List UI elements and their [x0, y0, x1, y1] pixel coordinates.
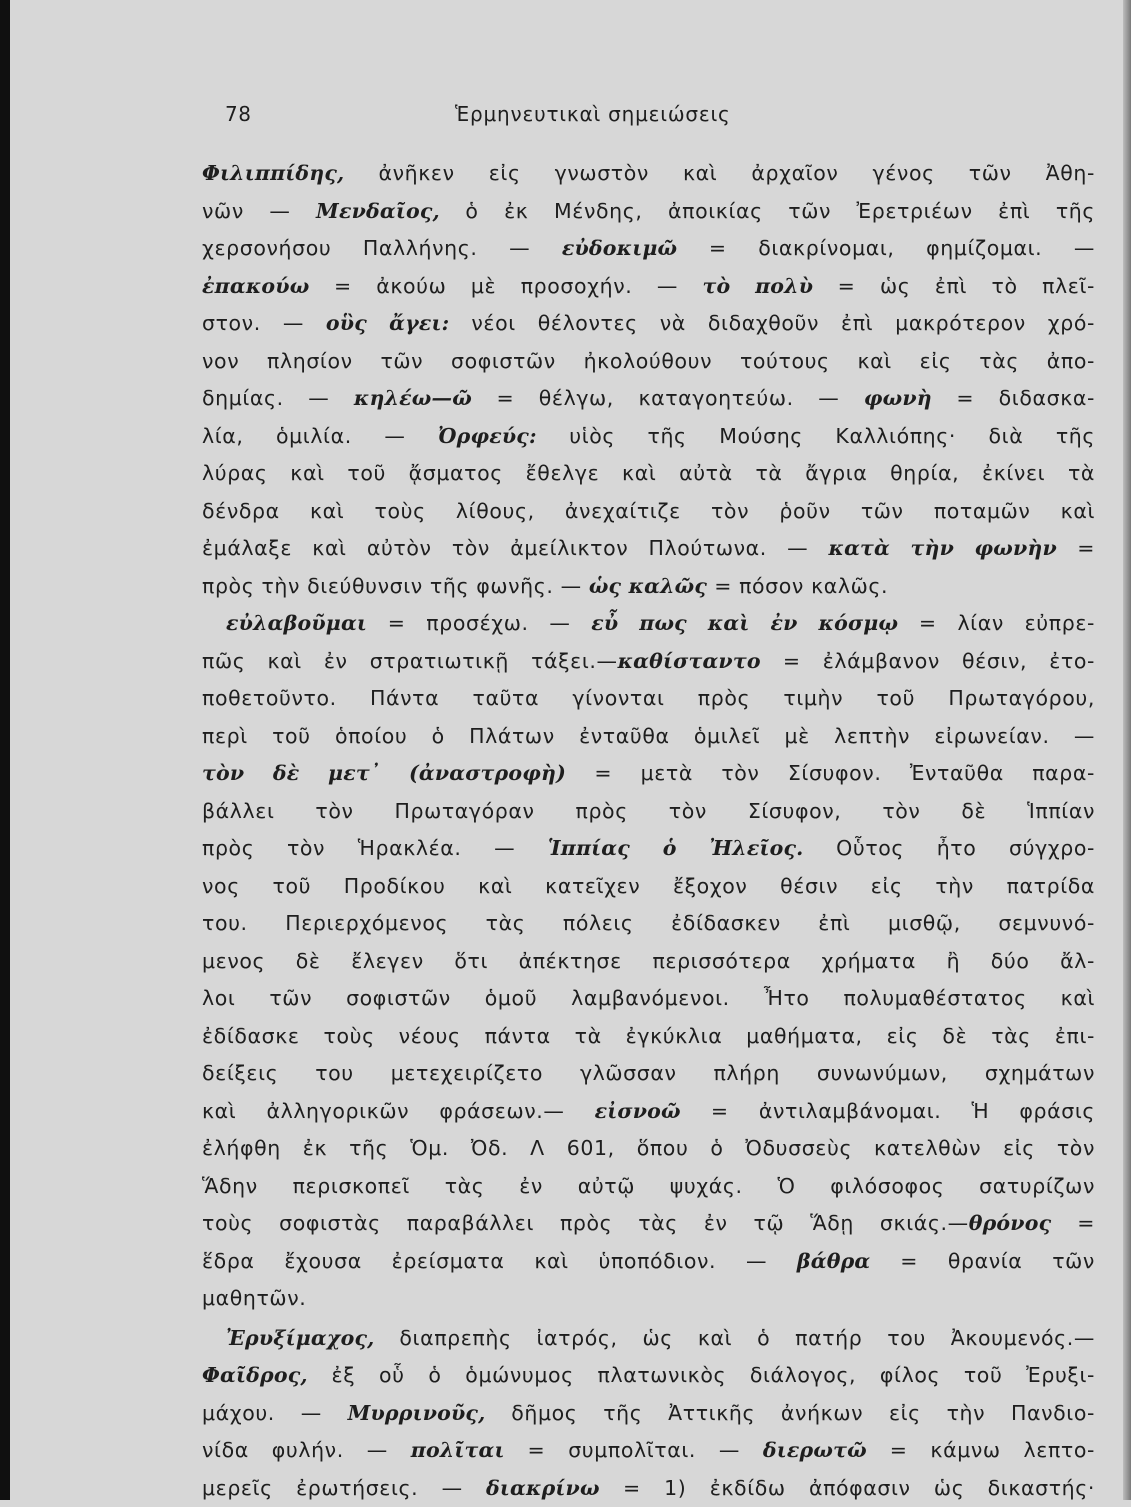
text-line [202, 868, 1095, 906]
gloss-text: = συμπολῖται. — [505, 1438, 763, 1462]
text-line [202, 755, 1095, 793]
paragraph [202, 155, 1095, 1318]
gloss-text: δένδρα καὶ τοὺς λίθους, ἀνεχαίτιζε τὸν ῥοῦν τῶν ποταμῶν καὶ [202, 499, 1095, 523]
text-line [202, 380, 1095, 418]
gloss-text: = [1057, 536, 1095, 560]
text-line [202, 1130, 1095, 1168]
gloss-text: Ἅδην περισκοπεῖ τὰς ἐν αὐτῷ ψυχάς. Ὁ φιλόσοφος σατυρίζων [202, 1174, 1095, 1198]
gloss-text: = διδασκα- [932, 386, 1095, 410]
gloss-text: μενος δὲ ἔλεγεν ὅτι ἀπέκτησε περισσότερα χρήματα ἢ δύο ἄλ- [202, 949, 1095, 973]
lemma-term: οὓς ἄγει: [326, 311, 449, 335]
text-line [202, 230, 1095, 268]
gloss-text: ὁ ἐκ Μένδης, ἀποικίας τῶν Ἐρετριέων ἐπὶ τῆς [440, 199, 1095, 223]
lemma-term: εὖ πως καὶ ἐν κόσμῳ [591, 611, 898, 635]
gloss-text: = ἀντιλαμβάνομαι. Ἡ φράσις [681, 1099, 1095, 1123]
gloss-text: = κάμνω λεπτο- [867, 1438, 1095, 1462]
lemma-term: βάθρα [797, 1249, 870, 1273]
gloss-text: καὶ ἀλληγορικῶν φράσεων.— [202, 1099, 595, 1123]
text-line [202, 1395, 1095, 1433]
page-number: 78 [225, 102, 251, 126]
text-line [202, 1205, 1095, 1243]
lemma-term: Μενδαῖος, [316, 199, 440, 223]
gloss-text: Οὗτος ἦτο σύγχρο- [804, 836, 1095, 860]
text-line [202, 305, 1095, 343]
text-line [202, 418, 1095, 456]
text-line [202, 980, 1095, 1018]
gloss-text: μαθητῶν. [202, 1286, 306, 1310]
lemma-term: κατὰ τὴν φωνὴν [829, 536, 1057, 560]
text-line [202, 1093, 1095, 1131]
lemma-term: τὸν δὲ μετ᾽ (ἀναστροφὴ) [202, 761, 566, 785]
text-line [202, 1432, 1095, 1470]
text-line [202, 680, 1095, 718]
gloss-text: ἐμάλαξε καὶ αὐτὸν τὸν ἀμείλικτον Πλούτωνα. — [202, 536, 829, 560]
page-header [225, 102, 1095, 136]
lemma-term: Φαῖδρος, [202, 1363, 308, 1387]
text-line [202, 605, 1095, 643]
gloss-text: του. Περιερχόμενος τὰς πόλεις ἐδίδασκεν ἐπὶ μισθῷ, σεμνυνό- [202, 911, 1095, 935]
lemma-term: θρόνος [969, 1211, 1052, 1235]
lemma-term: πολῖται [411, 1438, 505, 1462]
text-line [202, 1018, 1095, 1056]
gloss-text: νίδα φυλήν. — [202, 1438, 411, 1462]
lemma-term: Μυρρινοῦς, [348, 1401, 486, 1425]
gloss-text: νῶν — [202, 199, 316, 223]
text-line [202, 268, 1095, 306]
text-line [202, 1320, 1095, 1358]
gloss-text: τοὺς σοφιστὰς παραβάλλει πρὸς τὰς ἐν τῷ Ἅδῃ σκιάς.— [202, 1211, 969, 1235]
gloss-text: νος τοῦ Προδίκου καὶ κατεῖχεν ἔξοχον θέσιν εἰς τὴν πατρίδα [202, 874, 1095, 898]
lemma-term: φωνὴ [864, 386, 932, 410]
gloss-text: στον. — [202, 311, 326, 335]
text-line [202, 1280, 1095, 1318]
text-line [202, 643, 1095, 681]
gloss-text: = 1) ἐκδίδω ἀπόφασιν ὡς δικαστής· [600, 1476, 1095, 1500]
gloss-text: διαπρεπὴς ἰατρός, ὡς καὶ ὁ πατήρ του Ἀκουμενός.— [374, 1326, 1095, 1350]
lemma-term: ὡς καλῶς [589, 574, 707, 598]
lemma-term: ἐπακούω [202, 274, 309, 298]
text-line [202, 905, 1095, 943]
lemma-term: διακρίνω [486, 1476, 600, 1500]
gloss-text: νον πλησίον τῶν σοφιστῶν ἠκολούθουν τούτους καὶ εἰς τὰς ἀπο- [202, 349, 1095, 373]
gloss-text: ἐδίδασκε τοὺς νέους πάντα τὰ ἐγκύκλια μαθήματα, εἰς δὲ τὰς ἐπι- [202, 1024, 1095, 1048]
text-line [202, 1470, 1095, 1507]
gloss-text: περὶ τοῦ ὁποίου ὁ Πλάτων ἐνταῦθα ὁμιλεῖ μὲ λεπτὴν εἰρωνείαν. — [202, 724, 1095, 748]
gloss-text: = θέλγω, καταγοητεύω. — [472, 386, 864, 410]
gloss-text: υἱὸς τῆς Μούσης Καλλιόπης· διὰ τῆς [537, 424, 1095, 448]
text-line [202, 193, 1095, 231]
scan-right-edge [1123, 0, 1131, 1500]
lemma-term: εὐδοκιμῶ [562, 236, 677, 260]
scan-left-edge [0, 0, 10, 1500]
text-line [202, 718, 1095, 756]
gloss-text: δημίας. — [202, 386, 354, 410]
text-line [202, 343, 1095, 381]
lemma-term: κηλέω—ῶ [354, 386, 472, 410]
lemma-term: εὐλαβοῦμαι [226, 611, 367, 635]
gloss-text: = προσέχω. — [367, 611, 591, 635]
text-line [202, 1357, 1095, 1395]
gloss-text: ἐξ οὗ ὁ ὁμώνυμος πλατωνικὸς διάλογος, φίλος τοῦ Ἐρυξι- [308, 1363, 1095, 1387]
lemma-term: Ἱππίας ὁ Ἠλεῖος. [548, 836, 804, 860]
text-line [202, 155, 1095, 193]
text-line [202, 1243, 1095, 1281]
gloss-text: = [1051, 1211, 1095, 1235]
text-line [202, 793, 1095, 831]
gloss-text: ἕδρα ἔχουσα ἐρείσματα καὶ ὑποπόδιον. — [202, 1249, 797, 1273]
text-line [202, 943, 1095, 981]
lemma-term: Φιλιππίδης, [202, 161, 344, 185]
gloss-text: πρὸς τὴν διεύθυνσιν τῆς φωνῆς. — [202, 574, 589, 598]
gloss-text: = λίαν εὐπρε- [898, 611, 1095, 635]
lemma-term: τὸ πολὺ [702, 274, 813, 298]
gloss-text: = πόσον καλῶς. [707, 574, 888, 598]
gloss-text: = μετὰ τὸν Σίσυφον. Ἐνταῦθα παρα- [566, 761, 1095, 785]
gloss-text: λοι τῶν σοφιστῶν ὁμοῦ λαμβανόμενοι. Ἦτο πολυμαθέστατος καὶ [202, 986, 1095, 1010]
running-title: Ἑρμηνευτικαὶ σημειώσεις [455, 102, 731, 126]
text-line [202, 830, 1095, 868]
gloss-text: βάλλει τὸν Πρωταγόραν πρὸς τὸν Σίσυφον, τὸν δὲ Ἱππίαν [202, 799, 1095, 823]
gloss-text: λία, ὁμιλία. — [202, 424, 438, 448]
gloss-text: = ἀκούω μὲ προσοχήν. — [309, 274, 702, 298]
gloss-text: μάχου. — [202, 1401, 348, 1425]
text-line [202, 1168, 1095, 1206]
gloss-text: χερσονήσου Παλλήνης. — [202, 236, 562, 260]
text-line [202, 493, 1095, 531]
gloss-text: = θρανία τῶν [870, 1249, 1095, 1273]
text-line [202, 1055, 1095, 1093]
lemma-term: Ἐρυξίμαχος, [226, 1326, 374, 1350]
gloss-text: δῆμος τῆς Ἀττικῆς ἀνήκων εἰς τὴν Πανδιο- [485, 1401, 1095, 1425]
text-line [202, 568, 1095, 606]
text-line [202, 530, 1095, 568]
gloss-text: δείξεις του μετεχειρίζετο γλῶσσαν πλήρη συνωνύμων, σχημάτων [202, 1061, 1095, 1085]
lemma-term: εἰσνοῶ [595, 1099, 681, 1123]
gloss-text: ἐλήφθη ἐκ τῆς Ὁμ. Ὀδ. Λ 601, ὅπου ὁ Ὀδυσσεὺς κατελθὼν εἰς τὸν [202, 1136, 1095, 1160]
paragraph [202, 1320, 1095, 1507]
gloss-text: πρὸς τὸν Ἡρακλέα. — [202, 836, 548, 860]
gloss-text: = ἐλάμβανον θέσιν, ἐτο- [761, 649, 1095, 673]
gloss-text: ἀνῆκεν εἰς γνωστὸν καὶ ἀρχαῖον γένος τῶν Ἀθη- [344, 161, 1095, 185]
gloss-text: μερεῖς ἐρωτήσεις. — [202, 1476, 486, 1500]
lemma-term: Ὀρφεύς: [438, 424, 537, 448]
gloss-text: πῶς καὶ ἐν στρατιωτικῇ τάξει.— [202, 649, 618, 673]
lemma-term: διερωτῶ [763, 1438, 867, 1462]
gloss-text: νέοι θέλοντες νὰ διδαχθοῦν ἐπὶ μακρότερον χρό- [449, 311, 1095, 335]
commentary-body [202, 155, 1095, 1507]
text-line [202, 455, 1095, 493]
gloss-text: = διακρίνομαι, φημίζομαι. — [677, 236, 1095, 260]
gloss-text: = ὡς ἐπὶ τὸ πλεῖ- [813, 274, 1095, 298]
gloss-text: ποθετοῦντο. Πάντα ταῦτα γίνονται πρὸς τιμὴν τοῦ Πρωταγόρου, [202, 686, 1095, 710]
lemma-term: καθίσταντο [618, 649, 761, 673]
gloss-text: λύρας καὶ τοῦ ᾄσματος ἔθελγε καὶ αὐτὰ τὰ ἄγρια θηρία, ἐκίνει τὰ [202, 461, 1095, 485]
